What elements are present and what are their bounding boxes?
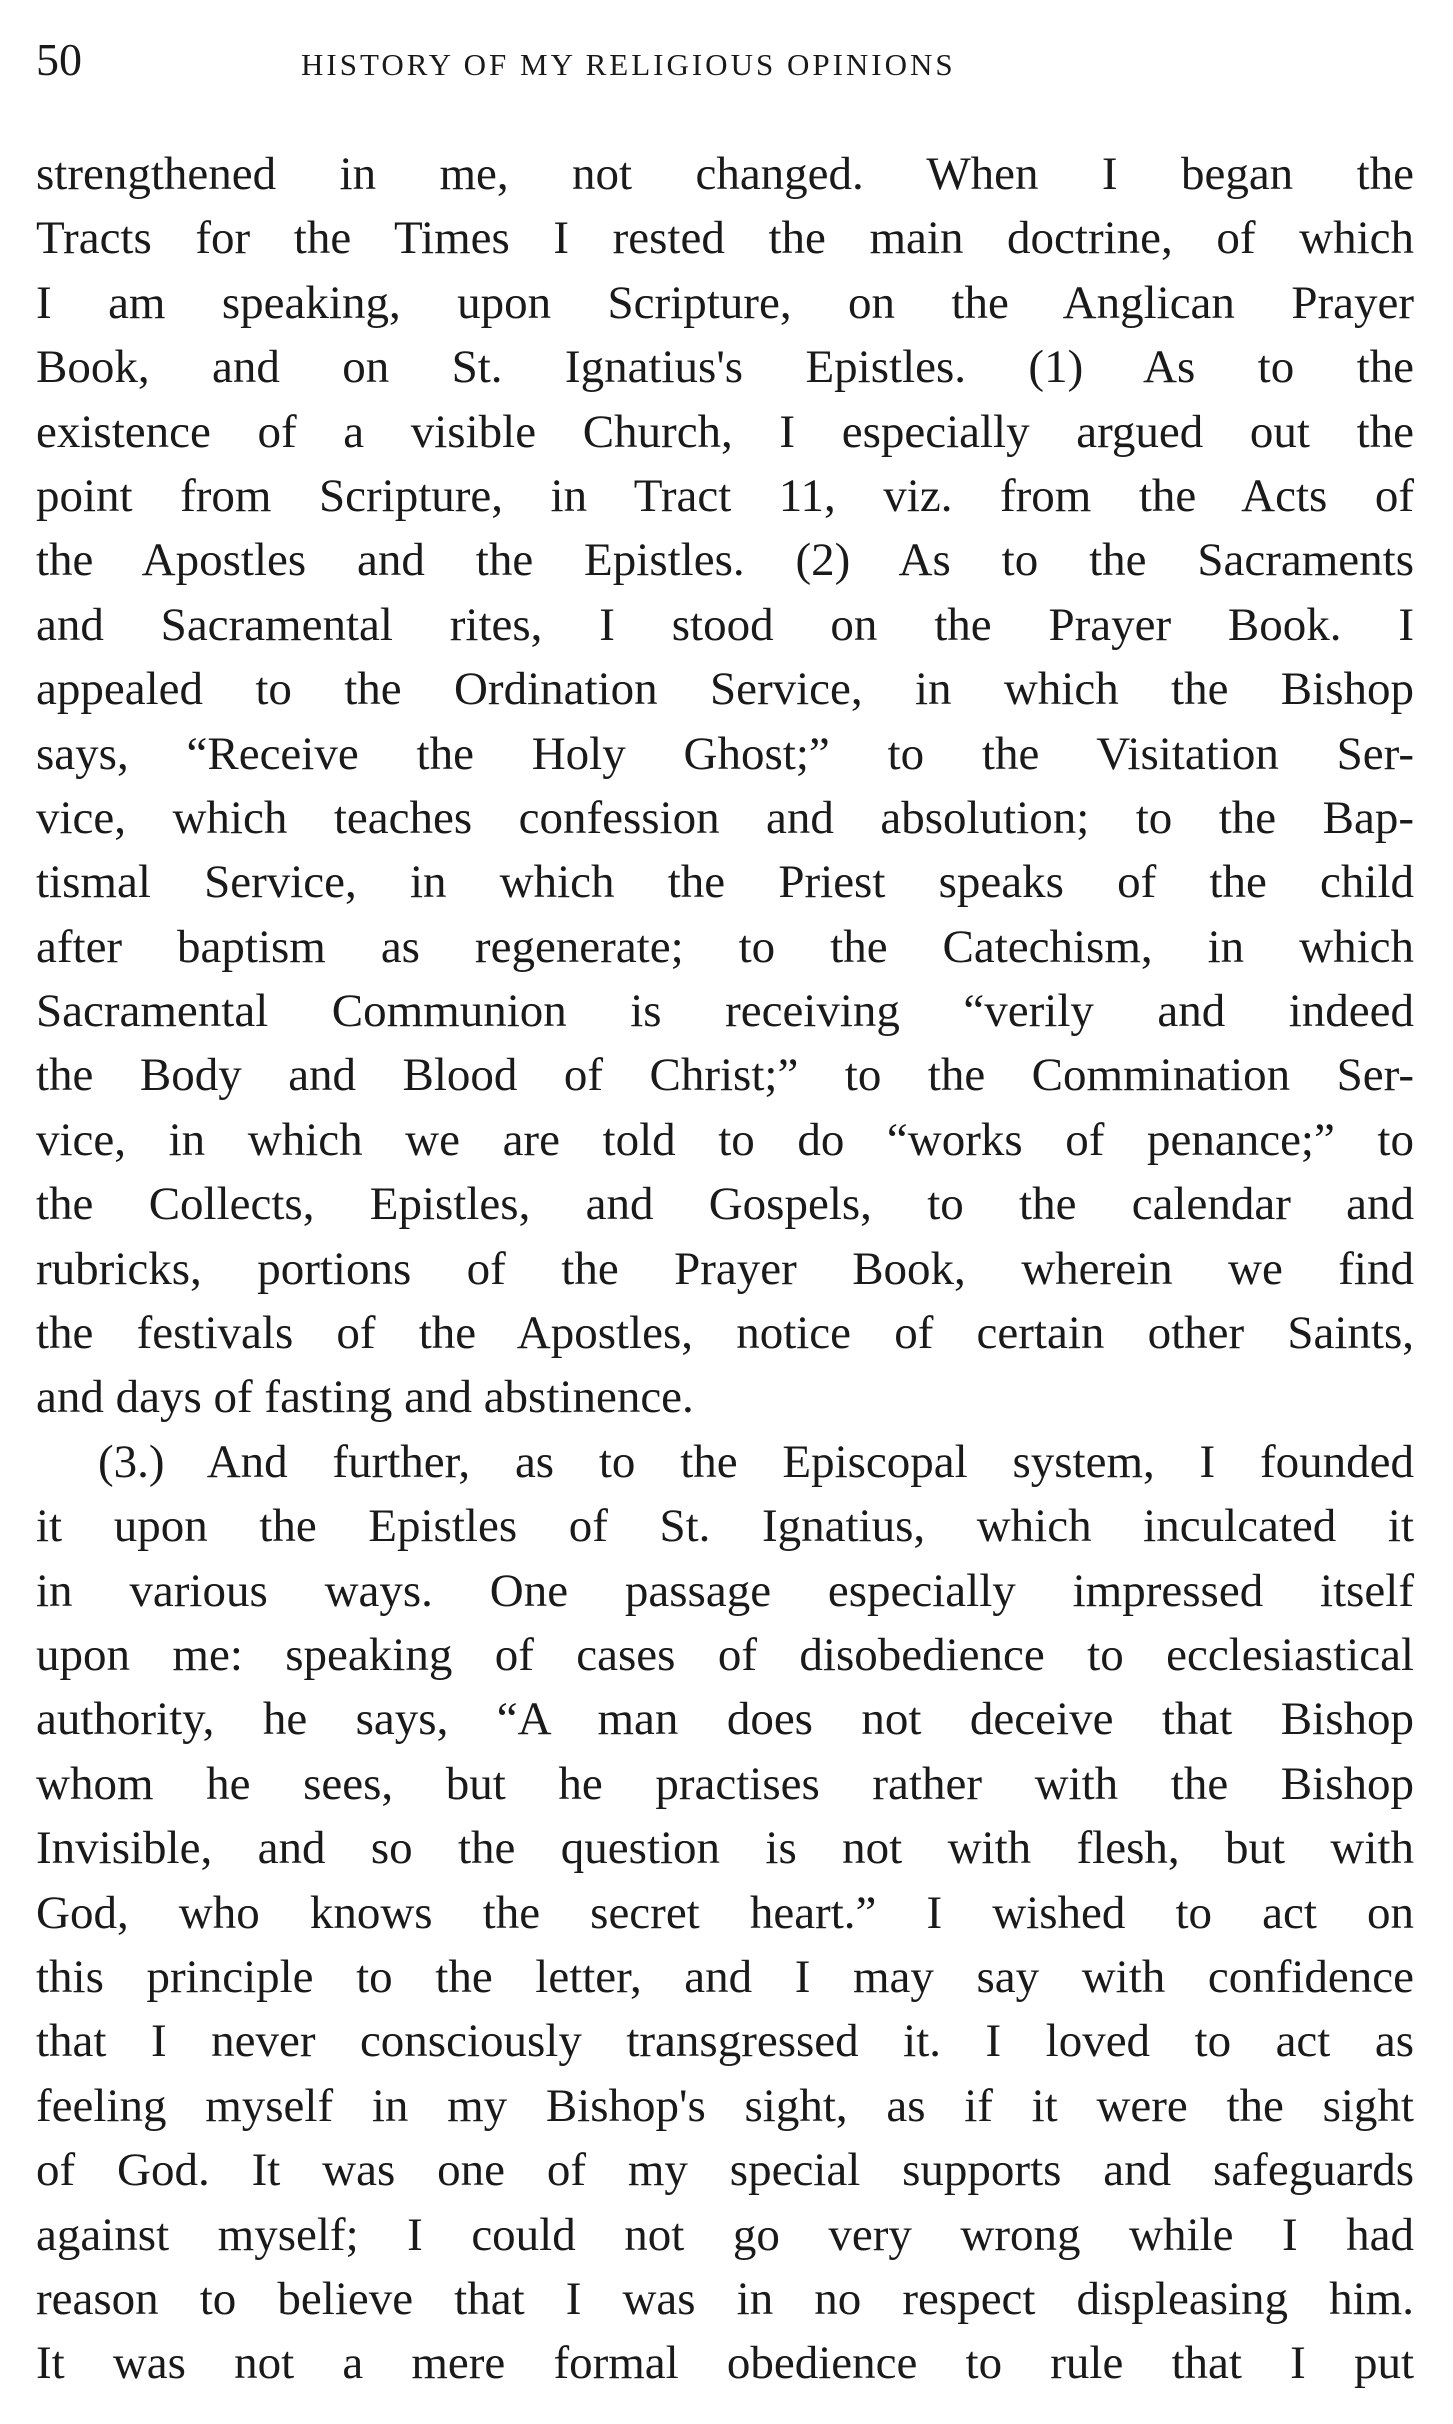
text-line: Book, and on St. Ignatius's Epistles. (1) As to the	[36, 341, 1414, 394]
running-head	[36, 30, 1416, 90]
body-text	[36, 142, 1414, 2396]
text-line: the Apostles and the Epistles. (2) As to the Sacraments	[36, 534, 1414, 587]
text-line: upon me: speaking of cases of disobedience to ecclesiastical	[36, 1628, 1414, 1681]
text-line: Tracts for the Times I rested the main doctrine, of which	[36, 212, 1414, 265]
paragraph-start-line: (3.) And further, as to the Episcopal system, I founded	[98, 1435, 1414, 1488]
text-line: the festivals of the Apostles, notice of certain other Saints,	[36, 1307, 1414, 1360]
text-line: I am speaking, upon Scripture, on the Anglican Prayer	[36, 276, 1414, 329]
text-line: against myself; I could not go very wrong while I had	[36, 2208, 1414, 2261]
text-line: reason to believe that I was in no respect displeasing him.	[36, 2272, 1414, 2325]
text-line: that I never consciously transgressed it. I loved to act as	[36, 2015, 1414, 2068]
text-line: this principle to the letter, and I may say with confidence	[36, 1950, 1414, 2003]
text-line: Sacramental Communion is receiving “verily and indeed	[36, 985, 1414, 1038]
text-line: strengthened in me, not changed. When I began the	[36, 148, 1414, 200]
page-number: 50	[36, 34, 82, 85]
text-line: rubricks, portions of the Prayer Book, wherein we find	[36, 1242, 1414, 1295]
text-line: the Collects, Epistles, and Gospels, to the calendar and	[36, 1178, 1414, 1231]
text-line: says, “Receive the Holy Ghost;” to the Visitation Ser-	[36, 727, 1414, 780]
text-line: point from Scripture, in Tract 11, viz. from the Acts of	[36, 469, 1414, 522]
text-line: of God. It was one of my special supports and safeguards	[36, 2144, 1414, 2197]
text-line: appealed to the Ordination Service, in which the Bishop	[36, 663, 1414, 716]
text-line: existence of a visible Church, I especially argued out the	[36, 405, 1414, 458]
text-line: tismal Service, in which the Priest speaks of the child	[36, 856, 1414, 909]
paragraph-end-line: and days of fasting and abstinence.	[36, 1371, 694, 1424]
running-title: HISTORY OF MY RELIGIOUS OPINIONS	[301, 47, 956, 82]
text-line: in various ways. One passage especially impressed itself	[36, 1564, 1414, 1617]
text-line: and Sacramental rites, I stood on the Prayer Book. I	[36, 598, 1414, 651]
text-line: feeling myself in my Bishop's sight, as if it were the sight	[36, 2079, 1414, 2132]
text-line: God, who knows the secret heart.” I wished to act on	[36, 1886, 1414, 1939]
text-line: Invisible, and so the question is not with flesh, but with	[36, 1822, 1414, 1875]
text-line: It was not a mere formal obedience to rule that I put	[36, 2337, 1414, 2390]
text-line: authority, he says, “A man does not deceive that Bishop	[36, 1693, 1414, 1746]
text-line: after baptism as regenerate; to the Catechism, in which	[36, 920, 1414, 973]
text-line: vice, which teaches confession and absolution; to the Bap-	[36, 791, 1414, 844]
text-line: the Body and Blood of Christ;” to the Commination Ser-	[36, 1049, 1414, 1102]
text-line: vice, in which we are told to do “works of penance;” to	[36, 1113, 1414, 1166]
text-line: whom he sees, but he practises rather with the Bishop	[36, 1757, 1414, 1810]
text-line: it upon the Epistles of St. Ignatius, which inculcated it	[36, 1500, 1414, 1553]
